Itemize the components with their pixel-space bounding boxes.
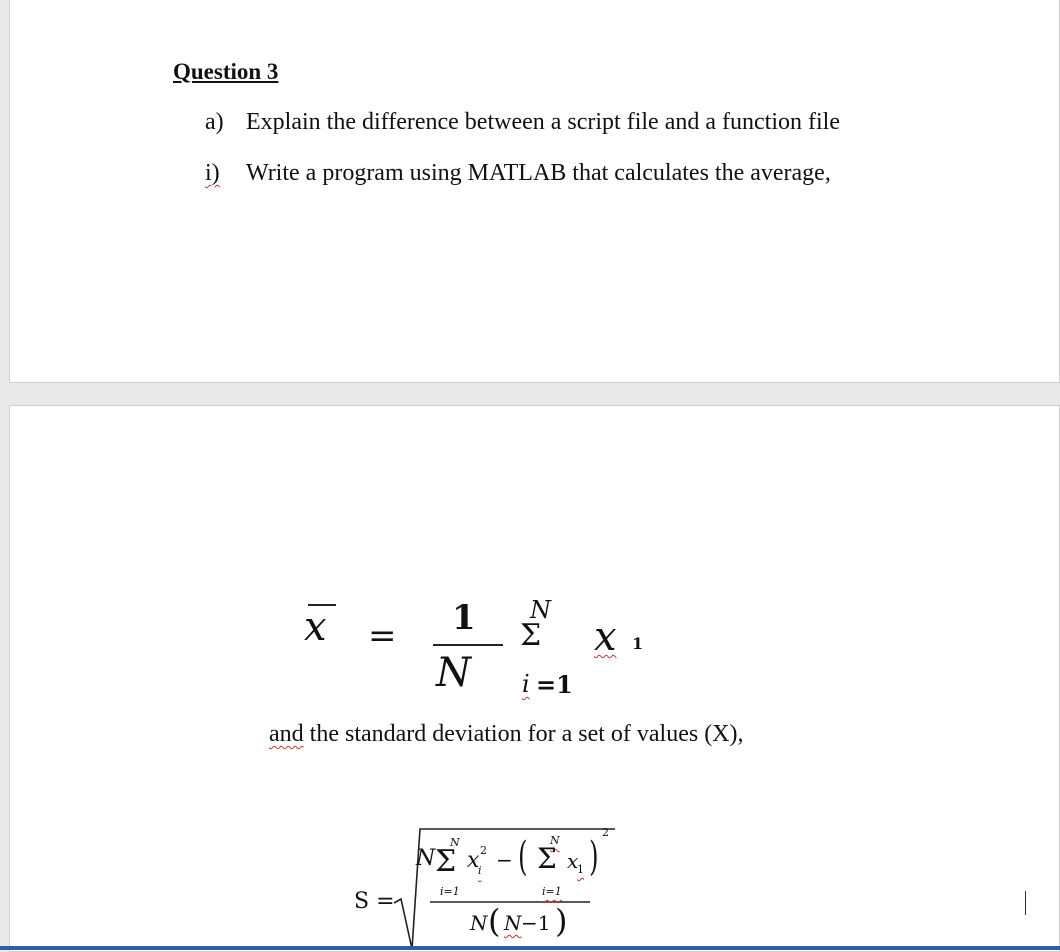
std-sigma2: Σ (537, 842, 557, 875)
part-i-marker: i) (205, 160, 220, 186)
std-x2: x (567, 849, 579, 873)
std-x2-sub: 1 (577, 863, 584, 876)
window-bottom-bar (0, 946, 1060, 950)
document-page-1 (9, 0, 1060, 383)
mean-lhs-x: x (304, 604, 327, 650)
std-x1: x (467, 848, 480, 873)
mean-sum-lower-rest: =1 (536, 670, 573, 699)
mean-sigma: Σ (520, 618, 542, 653)
mean-denominator: N (436, 650, 471, 696)
part-i-text: Write a program using MATLAB that calculates the average, (246, 160, 831, 186)
mean-equals: = (368, 616, 397, 656)
std-upper2: N (550, 834, 560, 847)
mean-term-x: x (594, 614, 617, 660)
std-x1-sup: 2 (480, 844, 487, 857)
std-num-N: N (416, 846, 436, 871)
std-sentence (269, 721, 744, 748)
std-den-close: ) (555, 902, 568, 940)
std-lhs: S = (354, 889, 395, 914)
std-sentence-and: and (269, 721, 304, 747)
std-sentence-rest: the standard deviation for a set of values (X), (303, 721, 744, 747)
mean-sum-lower-var: i (522, 670, 530, 698)
std-open-paren: ( (518, 834, 528, 880)
question-heading: Question 3 (173, 59, 279, 84)
std-power: 2 (602, 826, 609, 839)
std-den-rest: −1 (521, 911, 551, 935)
std-minus: − (496, 848, 513, 872)
std-lower1: i=1 (440, 885, 460, 898)
std-close-paren: ) (589, 834, 599, 880)
document-page-2 (9, 405, 1060, 952)
std-den-N: N (470, 911, 488, 935)
std-x1-sub: i (478, 864, 482, 877)
std-lower2: i=1 (542, 885, 562, 898)
std-den-inner-N: N (504, 911, 522, 935)
std-sigma1: Σ (435, 844, 457, 879)
text-cursor (1025, 891, 1026, 915)
mean-numerator: 1 (452, 598, 476, 638)
sqrt-radical (390, 821, 615, 951)
part-a-text: Explain the difference between a script file and a function file (246, 109, 840, 135)
part-a-marker: a) (205, 109, 224, 135)
std-upper1: N (450, 836, 460, 849)
std-den-open: ( (488, 902, 501, 940)
mean-sum-upper: N (530, 596, 551, 624)
mean-fraction-bar (433, 644, 503, 646)
mean-term-sub: 1 (632, 634, 644, 653)
